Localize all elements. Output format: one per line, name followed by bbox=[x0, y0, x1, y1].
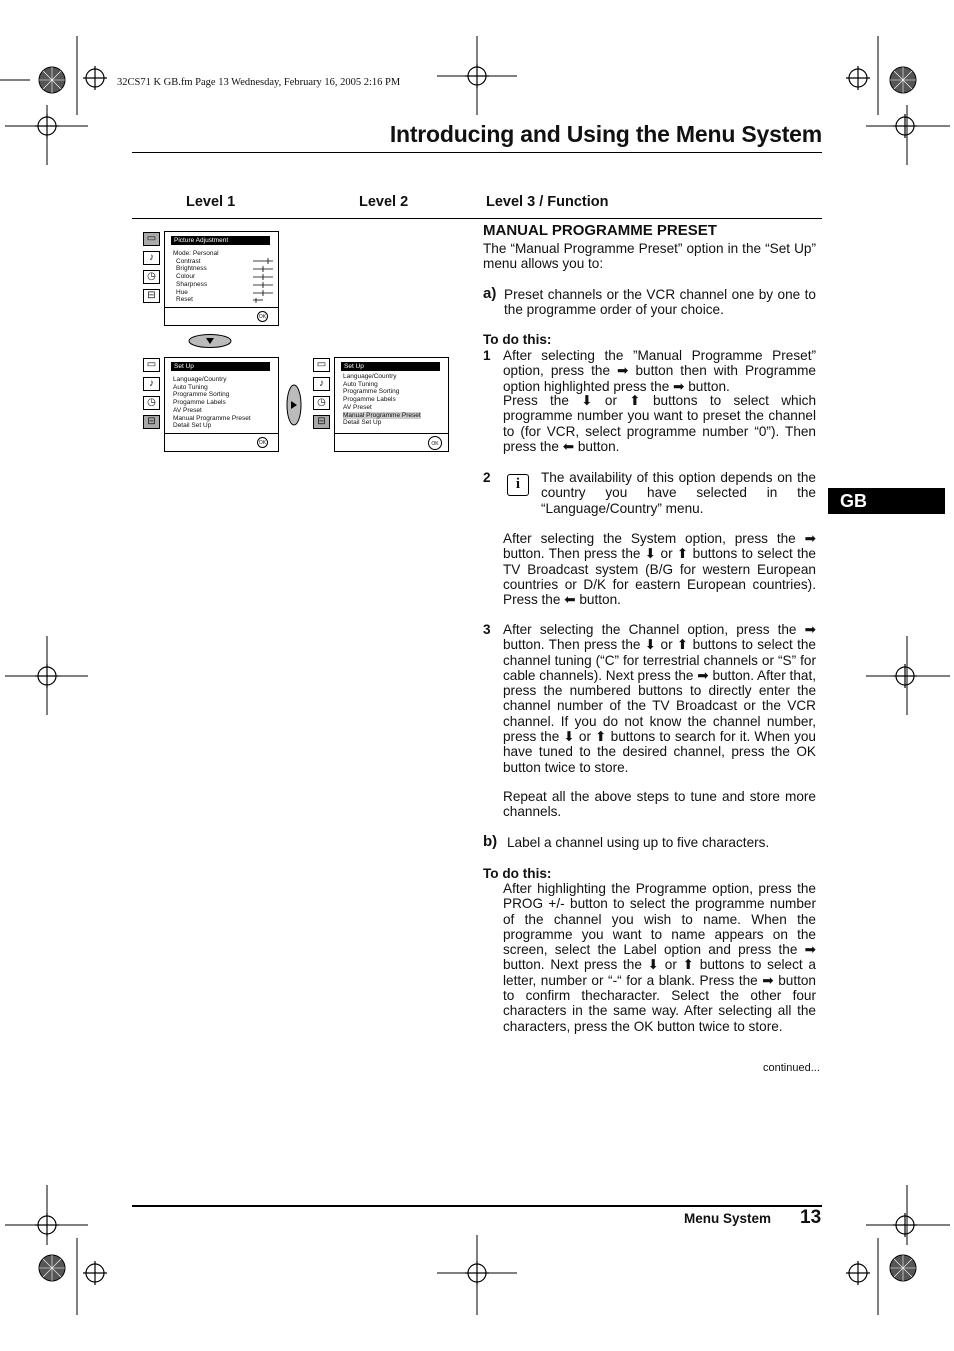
step-2-number: 2 bbox=[483, 470, 491, 485]
timer-icon: ◷ bbox=[143, 396, 160, 410]
setup-menu bbox=[343, 373, 421, 427]
menu-item: Language/Country bbox=[343, 373, 397, 380]
intro-text: The “Manual Programme Preset” option in the “Set Up” menu allows you to: bbox=[483, 241, 816, 272]
menu-item: Programme Sorting bbox=[343, 388, 400, 396]
step-3-text: After selecting the Channel option, press the ➡ button. Then press the ⬇ or ⬆ buttons to select the channel tuning (“C” for terrestrial channels or “S” for cable channels). Next press the ➡ button. After that, press the numbered buttons to directly enter the channel number of the TV Broadcast or the VCR channel. If you do not know the channel number, press the ⬇ or ⬆ buttons to search for it. When you have tuned to the desired channel, press the OK button twice to store. bbox=[503, 622, 816, 775]
setup-menu bbox=[173, 376, 251, 430]
menu-item: Detail Set Up bbox=[343, 419, 382, 427]
menu-item: AV Preset bbox=[343, 403, 372, 411]
column-level2: Level 2 bbox=[359, 194, 409, 210]
column-level3: Level 3 / Function bbox=[486, 194, 609, 210]
menu-item: Auto Tuning bbox=[173, 383, 208, 391]
menu-item: Auto Tuning bbox=[343, 380, 378, 388]
menu-item: Language/Country bbox=[173, 376, 227, 383]
menu-item: AV Preset bbox=[173, 406, 202, 414]
timer-icon: ◷ bbox=[143, 270, 160, 284]
picture-icon: ▭ bbox=[143, 358, 160, 372]
footer-section: Menu System bbox=[684, 1211, 772, 1226]
setup-screen-left bbox=[164, 357, 279, 452]
menu-item: Progamme Labels bbox=[343, 396, 396, 404]
setup-icon: ⊟ bbox=[143, 415, 160, 429]
step-1-text-2: Press the ⬇ or ⬆ buttons to select which programme number you want to preset the channel to (for VCR, select programme number “0”). Then press the ⬅ button. bbox=[503, 393, 816, 454]
setup-icon: ⊟ bbox=[143, 289, 160, 303]
step-2-note: The availability of this option depends on the country you have selected in the “Language/Country” menu. bbox=[541, 470, 816, 516]
picture-icon: ▭ bbox=[143, 232, 160, 246]
menu-item-highlighted: Manual Programme Preset bbox=[343, 411, 421, 419]
section-heading: MANUAL PROGRAMME PRESET bbox=[483, 222, 717, 239]
picture-menu bbox=[173, 250, 219, 304]
menu-item: Colour bbox=[176, 273, 196, 281]
slider-bars bbox=[251, 258, 275, 304]
continued-note: continued... bbox=[763, 1062, 820, 1074]
screen-title: Picture Adjustment bbox=[171, 236, 270, 245]
menu-item: Manual Programme Preset bbox=[173, 414, 251, 422]
menu-item: Reset bbox=[176, 296, 193, 304]
mode-line: Mode: Personal bbox=[173, 250, 219, 257]
picture-icon: ▭ bbox=[313, 358, 330, 372]
info-icon: i bbox=[507, 474, 529, 496]
menu-item: Brightness bbox=[176, 265, 207, 273]
b-label: b) bbox=[483, 833, 498, 850]
todo-heading-2: To do this: bbox=[483, 866, 552, 881]
a-label: a) bbox=[483, 285, 497, 302]
footer-rule bbox=[132, 1205, 822, 1207]
sound-icon: ♪ bbox=[313, 377, 330, 391]
ok-button-icon: OK bbox=[428, 436, 442, 450]
ok-button-icon: OK bbox=[257, 311, 268, 322]
sound-icon: ♪ bbox=[143, 377, 160, 391]
picture-adjustment-screen bbox=[164, 231, 279, 326]
repeat-text: Repeat all the above steps to tune and store more channels. bbox=[503, 789, 816, 820]
setup-icon: ⊟ bbox=[313, 415, 330, 429]
file-info: 32CS71 K GB.fm Page 13 Wednesday, February 16, 2005 2:16 PM bbox=[117, 77, 401, 88]
ok-button-icon: OK bbox=[257, 437, 268, 448]
step-1-text: After selecting the ”Manual Programme Preset” option, press the ➡ button then with Programme option highlighted press the ➡ button. bbox=[503, 348, 816, 394]
menu-item: Hue bbox=[176, 288, 188, 296]
column-level1: Level 1 bbox=[186, 194, 236, 210]
down-arrow-button-icon bbox=[188, 333, 232, 349]
b-steps-text: After highlighting the Programme option, press the PROG +/- button to select the programme number of the channel you wish to name. When the programme you want to name appears on the screen, select the Label option and press the ➡ button. Next press the ⬇ or ⬆ buttons to select a letter, number or “-“ for a blank. Press the ➡ button to confirm thecharacter. Select the other four characters in the same way. After selecting all the characters, press the OK button twice to store. bbox=[503, 881, 816, 1034]
step-3-number: 3 bbox=[483, 622, 491, 637]
menu-item: Sharpness bbox=[176, 280, 208, 288]
sound-icon: ♪ bbox=[143, 251, 160, 265]
setup-screen-right bbox=[334, 357, 449, 452]
page-title: Introducing and Using the Menu System bbox=[389, 121, 822, 147]
menu-item: Contrast bbox=[176, 257, 201, 265]
todo-heading-1: To do this: bbox=[483, 332, 552, 347]
timer-icon: ◷ bbox=[313, 396, 330, 410]
page-number: 13 bbox=[800, 1207, 822, 1228]
b-text: Label a channel using up to five characters. bbox=[507, 835, 770, 850]
a-text: Preset channels or the VCR channel one by one to the programme order of your choice. bbox=[504, 287, 816, 318]
gb-tab: GB bbox=[828, 488, 945, 514]
step-2-text: After selecting the System option, press the ➡ button. Then press the ⬇ or ⬆ buttons to select the TV Broadcast system (B/G for western European countries or D/K for eastern European countries). Press the ⬅ button. bbox=[503, 531, 816, 608]
menu-item: Progamme Labels bbox=[173, 399, 226, 407]
menu-item: Detail Set Up bbox=[173, 422, 212, 430]
screen-title: Set Up bbox=[171, 362, 270, 371]
title-rule bbox=[132, 152, 822, 153]
menu-item: Programme Sorting bbox=[173, 391, 230, 399]
right-arrow-button-icon bbox=[285, 384, 303, 426]
screen-title: Set Up bbox=[341, 362, 440, 371]
step-1-number: 1 bbox=[483, 348, 491, 363]
column-rule bbox=[132, 218, 822, 219]
